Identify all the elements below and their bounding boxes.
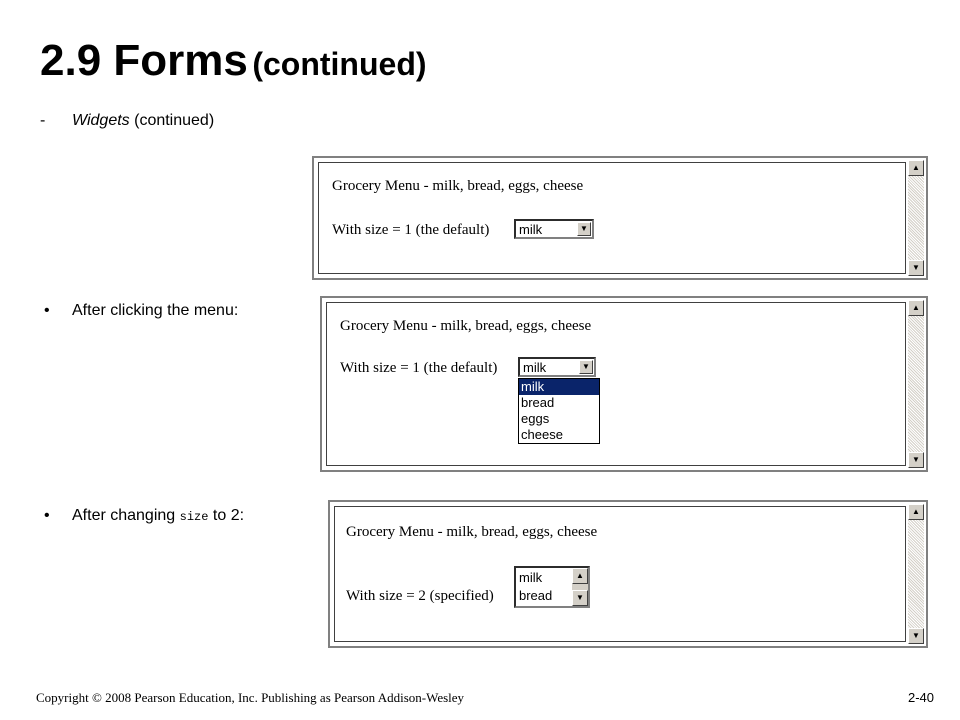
select-value: milk xyxy=(523,360,547,375)
bullet-text: After clicking the menu: xyxy=(72,302,239,319)
title-sub: (continued) xyxy=(252,46,427,82)
list-option[interactable]: milk xyxy=(519,570,543,585)
select-value: milk xyxy=(519,222,543,237)
bullet-after-click xyxy=(44,302,238,320)
scroll-down-icon[interactable]: ▼ xyxy=(908,452,924,468)
select-dropdown xyxy=(518,378,600,444)
bullet-after-size-change xyxy=(44,507,244,525)
grocery-select-open[interactable] xyxy=(518,357,596,377)
menu-heading: Grocery Menu - milk, bread, eggs, cheese xyxy=(340,318,592,334)
menu-heading: Grocery Menu - milk, bread, eggs, cheese xyxy=(332,178,584,194)
slide-title xyxy=(40,36,427,86)
dropdown-option[interactable]: bread xyxy=(521,395,555,410)
bullet-dot: • xyxy=(44,302,50,319)
bullet-code: size xyxy=(179,510,209,524)
scroll-down-icon[interactable]: ▼ xyxy=(908,628,924,644)
scroll-down-icon[interactable]: ▼ xyxy=(908,260,924,276)
vertical-scrollbar[interactable] xyxy=(908,160,924,276)
chevron-down-icon[interactable]: ▼ xyxy=(579,360,593,374)
vertical-scrollbar[interactable] xyxy=(908,504,924,644)
scroll-up-icon[interactable]: ▲ xyxy=(572,568,588,584)
title-main: 2.9 Forms xyxy=(40,36,248,85)
bullet-dot: • xyxy=(44,507,50,524)
bullet-text-before: After changing xyxy=(72,507,176,524)
scroll-up-icon[interactable]: ▲ xyxy=(908,160,924,176)
subheading-rest: (continued) xyxy=(134,112,215,129)
grocery-select[interactable] xyxy=(514,219,594,239)
subheading-dash: - xyxy=(40,112,46,129)
subheading xyxy=(40,112,214,130)
listbox-scrollbar[interactable] xyxy=(572,568,588,606)
browser-window-2 xyxy=(320,296,928,472)
scroll-up-icon[interactable]: ▲ xyxy=(908,504,924,520)
menu-heading: Grocery Menu - milk, bread, eggs, cheese xyxy=(346,524,598,540)
select-label: With size = 1 (the default) xyxy=(340,360,498,376)
scroll-up-icon[interactable]: ▲ xyxy=(908,300,924,316)
vertical-scrollbar[interactable] xyxy=(908,300,924,468)
dropdown-option[interactable]: eggs xyxy=(521,411,550,426)
copyright-footer: Copyright © 2008 Pearson Education, Inc. Publishing as Pearson Addison-Wesley xyxy=(36,690,465,705)
dropdown-option[interactable]: milk xyxy=(519,379,599,395)
list-label: With size = 2 (specified) xyxy=(346,588,494,604)
browser-window-3 xyxy=(328,500,928,648)
select-label: With size = 1 (the default) xyxy=(332,222,490,238)
dropdown-option[interactable]: cheese xyxy=(521,427,563,442)
page-number: 2-40 xyxy=(907,690,934,705)
scroll-down-icon[interactable]: ▼ xyxy=(572,590,588,606)
subheading-italic: Widgets xyxy=(72,112,130,129)
chevron-down-icon[interactable]: ▼ xyxy=(577,222,591,236)
grocery-listbox[interactable] xyxy=(514,566,590,608)
browser-window-1 xyxy=(312,156,928,280)
bullet-text-after: to 2: xyxy=(212,507,245,524)
list-option[interactable]: bread xyxy=(519,588,553,603)
